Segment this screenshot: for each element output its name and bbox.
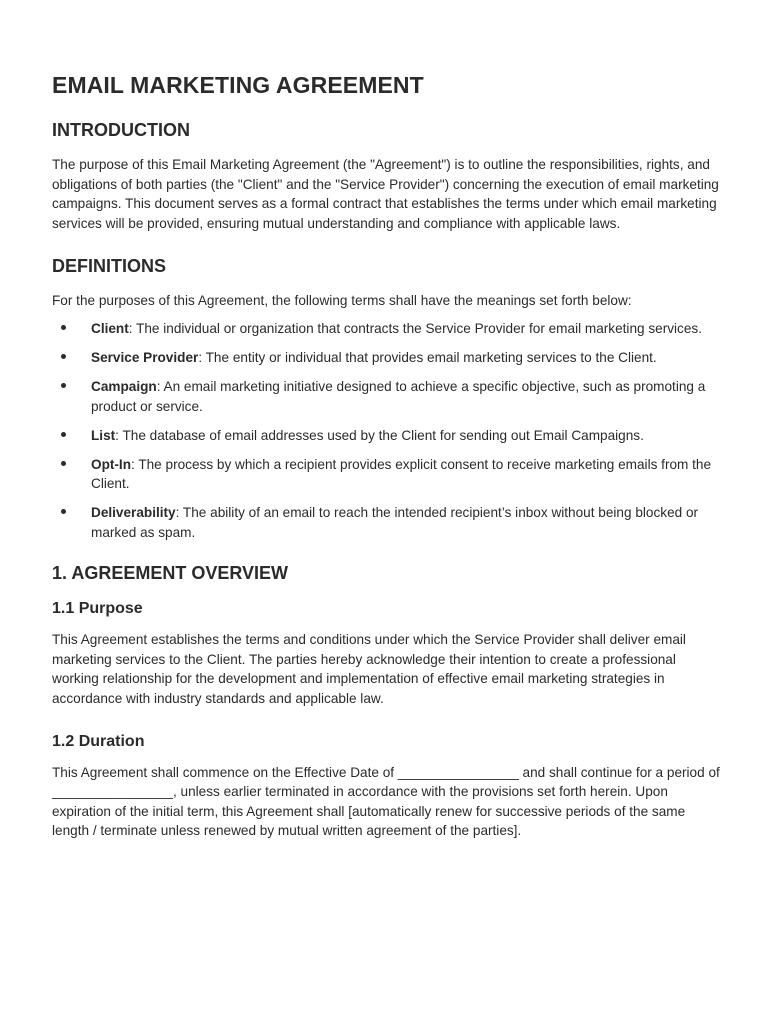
definition-item: [52, 426, 722, 446]
definitions-list: [52, 319, 722, 542]
definition-term: Client: [91, 320, 129, 336]
definition-item: [52, 455, 722, 494]
bullet-icon: [61, 509, 66, 514]
definition-term: Service Provider: [91, 349, 199, 365]
document-title: EMAIL MARKETING AGREEMENT: [52, 72, 424, 98]
definition-item: [52, 377, 722, 416]
introduction-paragraph: The purpose of this Email Marketing Agreement (the "Agreement") is to outline the responsibilities, rights, and obligations of both parties (the "Client" and the "Service Provider") concerning the execution of email marketing campaigns. This document serves as a formal contract that establishes the terms under which email marketing services will be provided, ensuring mutual understanding and compliance with applicable laws.: [52, 157, 719, 231]
introduction-heading: INTRODUCTION: [52, 120, 190, 140]
bullet-icon: [61, 325, 66, 330]
agreement-overview-section: [52, 561, 722, 841]
definition-term: List: [91, 427, 116, 443]
definition-term: Campaign: [91, 378, 157, 394]
document-page: [52, 70, 722, 841]
definitions-lead: For the purposes of this Agreement, the following terms shall have the meanings set forth below:: [52, 293, 632, 309]
purpose-paragraph: This Agreement establishes the terms and conditions under which the Service Provider shall deliver email marketing services to the Client. The parties hereby acknowledge their intention to create a professional working relationship for the development and implementation of effective email marketing strategies in accordance with industry standards and applicable law.: [52, 632, 686, 707]
bullet-icon: [61, 383, 66, 388]
duration-heading: 1.2 Duration: [52, 732, 145, 750]
duration-paragraph: This Agreement shall commence on the Effective Date of ________________ and shall continue for a period of ________________, unless earlier terminated in accordance with the provisions set forth herein. Upon expiration of the initial term, this Agreement shall [automatically renew for successive periods of the same length / terminate unless renewed by mutual written agreement of the parties].: [52, 764, 720, 839]
definition-text: : An email marketing initiative designed to achieve a specific objective, such as promoting a product or service.: [91, 378, 706, 414]
overview-heading: 1. AGREEMENT OVERVIEW: [52, 563, 289, 584]
definition-item: [52, 348, 722, 368]
definition-item: [52, 319, 722, 339]
bullet-icon: [61, 461, 66, 466]
definition-text: : The entity or individual that provides email marketing services to the Client.: [198, 349, 657, 365]
purpose-heading: 1.1 Purpose: [52, 600, 143, 618]
definitions-section: [52, 254, 722, 542]
definition-term: Deliverability: [91, 505, 176, 521]
definition-term: Opt-In: [91, 456, 132, 472]
definition-text: : The database of email addresses used by the Client for sending out Email Campaigns.: [115, 427, 644, 443]
definitions-heading: DEFINITIONS: [52, 256, 167, 277]
bullet-icon: [61, 432, 66, 437]
definition-text: : The ability of an email to reach the intended recipient’s inbox without being blocked or marked as spam.: [91, 505, 699, 540]
bullet-icon: [61, 354, 66, 359]
introduction-section: [52, 118, 722, 233]
definition-text: : The process by which a recipient provides explicit consent to receive marketing emails from the Client.: [91, 456, 712, 492]
definition-item: [52, 503, 722, 542]
definition-text: : The individual or organization that contracts the Service Provider for email marketing services.: [128, 320, 702, 336]
